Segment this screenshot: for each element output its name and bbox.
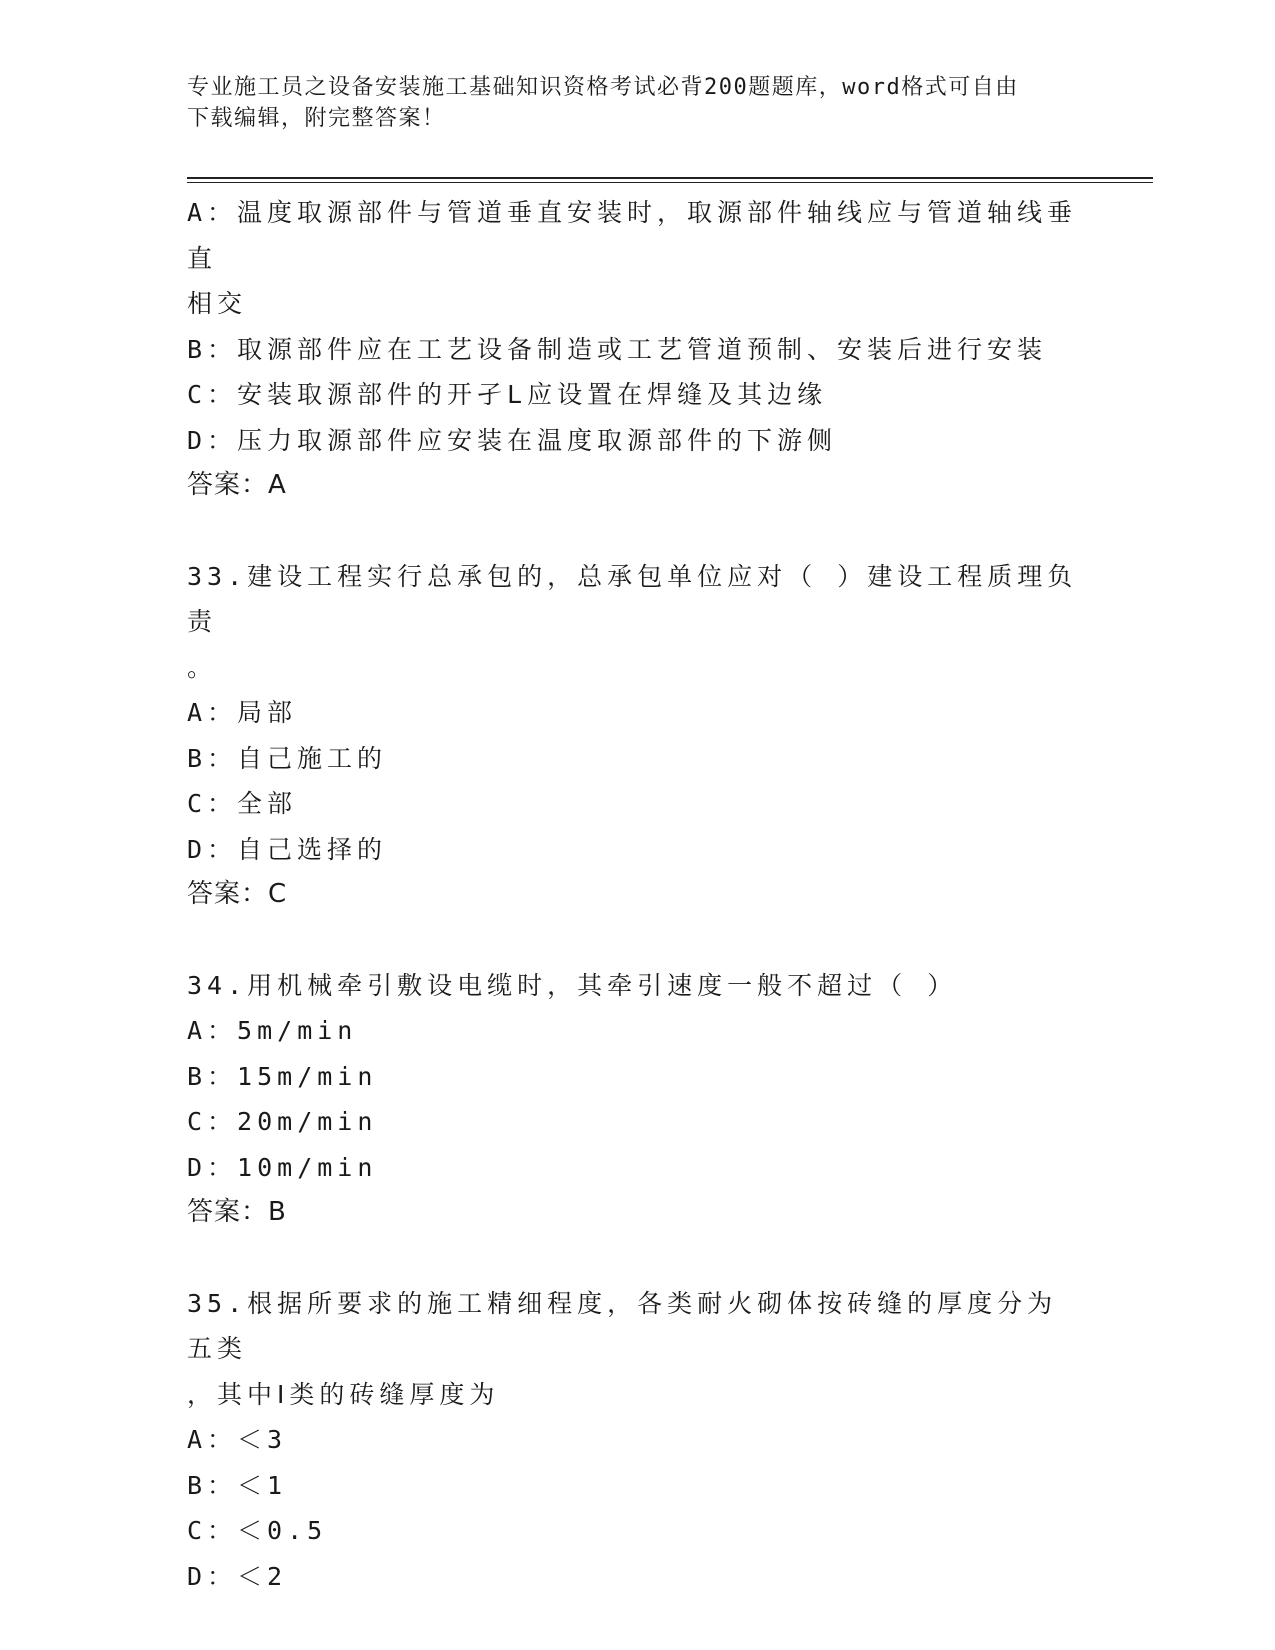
spacer: [187, 1236, 1087, 1281]
option-d: D：＜2: [187, 1561, 288, 1591]
header-divider-thick: [187, 177, 1153, 179]
option-b: B：取源部件应在工艺设备制造或工艺管道预制、安装后进行安装: [187, 334, 1048, 364]
option-a: A：局部: [187, 698, 298, 727]
option-a-line-2: 相交: [187, 289, 248, 318]
header-line-1: 专业施工员之设备安装施工基础知识资格考试必背200题题库，word格式可自由: [187, 75, 1019, 100]
option-c: C：安装取源部件的开孑L应设置在焊缝及其边缘: [187, 380, 828, 409]
question-33: [187, 554, 1087, 918]
header-line-2: 下载编辑，附完整答案！: [187, 106, 446, 131]
option-b: B：15m/min: [187, 1061, 378, 1091]
question-stem-line-2: ，其中Ⅰ类的砖缝厚度为: [187, 1379, 500, 1409]
option-b: B：＜1: [187, 1470, 288, 1500]
spacer: [187, 509, 1087, 554]
question-stem: 34.用机械牵引敷设电缆时，其牵引速度一般不超过（ ）: [187, 970, 958, 1000]
question-32: [187, 190, 1087, 509]
question-stem-line-2: 。: [187, 652, 218, 682]
option-a: A：＜3: [187, 1425, 288, 1454]
option-c: C：全部: [187, 789, 298, 818]
question-stem-line-1: 35.根据所要求的施工精细程度，各类耐火砌体按砖缝的厚度分为五类: [187, 1288, 1058, 1363]
question-list: [187, 190, 1087, 1599]
document-header: [187, 72, 1087, 134]
spacer: [187, 918, 1087, 963]
answer: 答案：C: [187, 879, 288, 909]
option-c: C：20m/min: [187, 1107, 378, 1136]
option-b: B：自己施工的: [187, 743, 388, 773]
option-a: A：5m/min: [187, 1016, 358, 1045]
option-c: C：＜0.5: [187, 1516, 328, 1545]
option-d: D：自己选择的: [187, 834, 388, 864]
question-35: [187, 1281, 1087, 1600]
option-a-line-1: A：温度取源部件与管道垂直安装时，取源部件轴线应与管道轴线垂直: [187, 198, 1078, 273]
answer: 答案：B: [187, 1197, 287, 1227]
answer: 答案：A: [187, 470, 287, 500]
question-34: [187, 963, 1087, 1236]
question-stem-line-1: 33.建设工程实行总承包的，总承包单位应对（ ）建设工程质理负责: [187, 561, 1078, 636]
header-divider-thin: [187, 182, 1153, 183]
option-d: D：压力取源部件应安装在温度取源部件的下游侧: [187, 425, 838, 455]
option-d: D：10m/min: [187, 1152, 378, 1182]
